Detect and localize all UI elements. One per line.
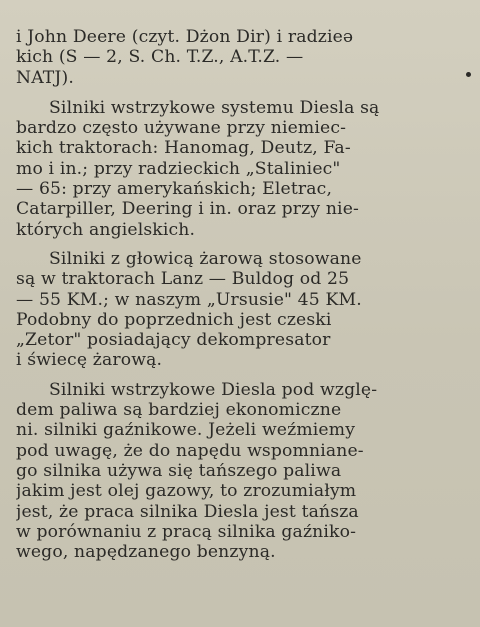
- text-line: Silniki wstrzykowe systemu Diesla są: [49, 97, 380, 118]
- text-line: wego, napędzanego benzyną.: [16, 542, 276, 563]
- text-line: — 55 KM.; w naszym „Ursusie" 45 KM.: [16, 289, 362, 310]
- text-line: go silnika używa się tańszego paliwa: [16, 460, 342, 481]
- text-line: w porównaniu z pracą silnika gaźniko-: [16, 521, 357, 542]
- text-line: jest, że praca silnika Diesla jest tańsza: [16, 501, 359, 522]
- paragraph-2: [16, 98, 440, 240]
- paragraph-3: [16, 249, 440, 371]
- text-line: dem paliwa są bardziej ekonomiczne: [16, 400, 342, 421]
- text-line: — 65: przy amerykańskich; Eletrac,: [16, 179, 333, 200]
- text-line: jakim jest olej gazowy, to zrozumiałym: [16, 481, 357, 502]
- text-line: Podobny do poprzednich jest czeski: [16, 309, 332, 330]
- paragraph-spacer: [16, 371, 440, 380]
- text-line: i John Deere (czyt. Dżon Dir) i radzieə: [16, 27, 354, 47]
- text-line: i świecę żarową.: [16, 350, 163, 371]
- text-line: których angielskich.: [16, 219, 196, 240]
- text-line: Silniki z głowicą żarową stosowane: [49, 248, 362, 269]
- text-line: Catarpiller, Deering i in. oraz przy nie-: [16, 199, 359, 220]
- text-line: kich traktorach: Hanomag, Deutz, Fa-: [16, 138, 351, 159]
- cut-off-next-line: [50, 618, 450, 627]
- text-line: mo i in.; przy radzieckich „Staliniec": [16, 158, 341, 179]
- text-line: są w traktorach Lanz — Buldog od 25: [16, 269, 350, 290]
- paragraph-spacer: [16, 88, 440, 98]
- text-line: NATJ).: [16, 67, 74, 88]
- paragraph-4: [16, 380, 440, 563]
- text-line: Silniki wstrzykowe Diesla pod wzglę-: [49, 379, 378, 400]
- text-line: „Zetor" posiadający dekompresator: [16, 330, 331, 351]
- text-line: ni. silniki gaźnikowe. Jeżeli weźmiemy: [16, 420, 356, 441]
- paragraph-spacer: [16, 240, 440, 249]
- text-line: bardzo często używane przy niemiec-: [16, 118, 347, 139]
- article-column: [16, 27, 440, 562]
- ink-speck-mark: [466, 72, 471, 77]
- text-line: kich (S — 2, S. Ch. T.Z., A.T.Z. —: [16, 47, 304, 68]
- text-line: pod uwagę, że do napędu wspomniane-: [16, 440, 364, 461]
- paragraph-1: [16, 27, 440, 88]
